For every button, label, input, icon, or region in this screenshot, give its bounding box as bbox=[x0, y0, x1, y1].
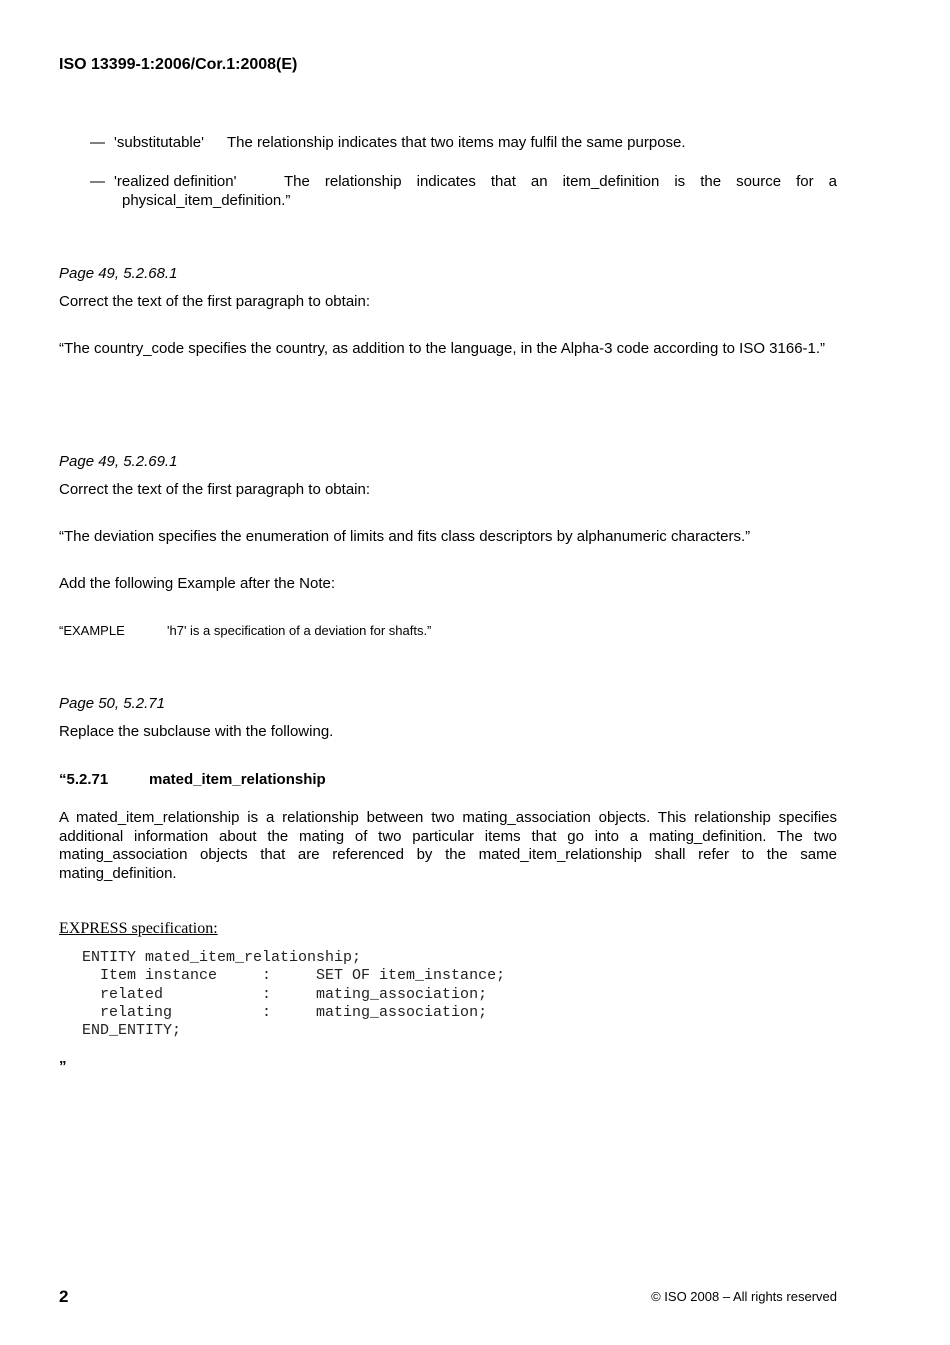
page-reference: Page 50, 5.2.71 bbox=[59, 695, 165, 712]
list-text-continuation: physical_item_definition.” bbox=[122, 191, 291, 209]
quoted-paragraph: “The country_code specifies the country, as addition to the language, in the Alpha-3 code according to ISO 3166-1.” bbox=[59, 340, 826, 357]
page-number: 2 bbox=[59, 1287, 69, 1306]
example-text: 'h7' is a specification of a deviation for shafts.” bbox=[167, 623, 432, 638]
express-heading: EXPRESS specification: bbox=[59, 920, 218, 937]
copyright-notice: © ISO 2008 – All rights reserved bbox=[651, 1289, 837, 1304]
list-term: 'substitutable' bbox=[114, 134, 204, 151]
example bbox=[59, 622, 837, 641]
clause-paragraph: A mated_item_relationship is a relationship between two mating_association objects. This relationship specifies additional information about the mating of two particular items that go into a mating_definition. The two mating_association objects that are referenced by the mated_item_relationship shall refer to the same mating_definition. bbox=[59, 809, 837, 882]
instruction-text: Correct the text of the first paragraph to obtain: bbox=[59, 481, 371, 498]
clause-title: mated_item_relationship bbox=[149, 771, 326, 788]
quoted-paragraph: “The deviation specifies the enumeration of limits and fits class descriptors by alphanumeric characters.” bbox=[59, 528, 751, 545]
instruction-text: Add the following Example after the Note: bbox=[59, 575, 335, 592]
dash-bullet: — bbox=[90, 173, 105, 190]
clause-number: “5.2.71 bbox=[59, 771, 109, 788]
example-label: “EXAMPLE bbox=[59, 623, 125, 638]
dash-bullet: — bbox=[90, 134, 105, 151]
instruction-text: Replace the subclause with the following. bbox=[59, 723, 334, 740]
clause-heading bbox=[59, 771, 837, 790]
list-text: The relationship indicates that an item_definition is the source for a bbox=[284, 173, 837, 190]
document-header-title: ISO 13399-1:2006/Cor.1:2008(E) bbox=[59, 56, 298, 73]
page-reference: Page 49, 5.2.69.1 bbox=[59, 453, 178, 470]
closing-quote: ” bbox=[59, 1058, 67, 1075]
list-term: 'realized definition' bbox=[114, 173, 237, 190]
list-item bbox=[90, 134, 837, 153]
express-code-block: ENTITY mated_item_relationship; Item instance : SET OF item_instance; related : mating_association; relating : mating_association; END_ENTITY; bbox=[82, 949, 506, 1040]
page-reference: Page 49, 5.2.68.1 bbox=[59, 265, 178, 282]
list-text: The relationship indicates that two items may fulfil the same purpose. bbox=[227, 134, 686, 151]
list-item bbox=[90, 173, 837, 210]
instruction-text: Correct the text of the first paragraph to obtain: bbox=[59, 293, 371, 310]
